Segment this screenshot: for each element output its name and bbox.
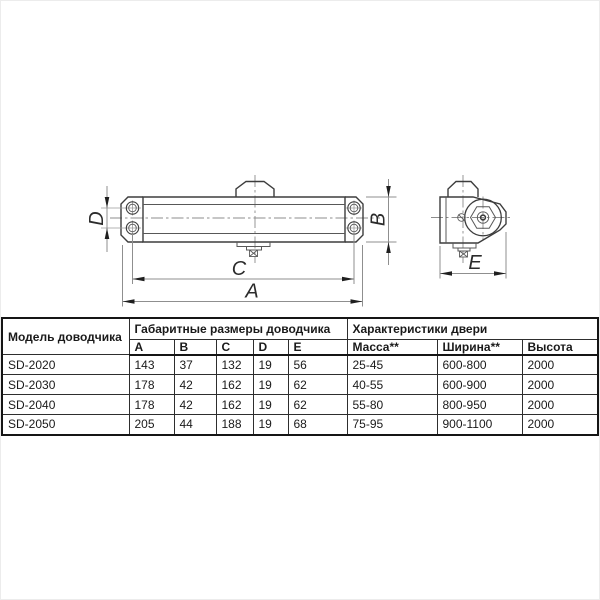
cell-c: 188	[216, 415, 253, 435]
cell-e: 68	[288, 415, 347, 435]
cell-height: 2000	[522, 355, 598, 375]
cell-height: 2000	[522, 415, 598, 435]
table-row	[2, 395, 598, 415]
body-outline	[143, 197, 345, 242]
cell-model: SD-2050	[2, 415, 129, 435]
dim-label-c: C	[231, 258, 247, 280]
dim-label-b: B	[367, 212, 390, 227]
cell-mass: 75-95	[347, 415, 437, 435]
cell-d: 19	[253, 355, 288, 375]
dim-label-a: A	[245, 280, 259, 303]
col-header-b: B	[174, 339, 216, 355]
col-header-e: E	[288, 339, 347, 355]
table-row	[2, 415, 598, 435]
cell-d: 19	[253, 395, 288, 415]
cell-d: 19	[253, 375, 288, 395]
col-header-d: D	[253, 339, 288, 355]
col-header-width: Ширина**	[437, 339, 522, 355]
cell-model: SD-2030	[2, 375, 129, 395]
dimensions-front	[86, 179, 397, 307]
door-group-header: Характеристики двери	[347, 318, 598, 339]
cell-b: 42	[174, 395, 216, 415]
dimensions-group-header: Габаритные размеры доводчика	[129, 318, 347, 339]
table-group-header-row	[2, 318, 598, 339]
cell-width: 900-1100	[437, 415, 522, 435]
col-header-height: Высота	[522, 339, 598, 355]
table-row	[2, 375, 598, 395]
dim-label-e: E	[468, 252, 482, 274]
cell-height: 2000	[522, 395, 598, 415]
cell-e: 56	[288, 355, 347, 375]
col-header-a: A	[129, 339, 174, 355]
col-header-mass: Масса**	[347, 339, 437, 355]
cell-b: 37	[174, 355, 216, 375]
cell-height: 2000	[522, 375, 598, 395]
model-column-header: Модель доводчика	[2, 318, 129, 355]
cell-d: 19	[253, 415, 288, 435]
pinion-fitting	[237, 242, 270, 257]
dimensions-end	[440, 232, 506, 279]
cell-c: 162	[216, 375, 253, 395]
cell-a: 143	[129, 355, 174, 375]
col-header-c: C	[216, 339, 253, 355]
cell-width: 600-800	[437, 355, 522, 375]
cell-b: 44	[174, 415, 216, 435]
cell-width: 800-950	[437, 395, 522, 415]
front-view	[101, 175, 380, 263]
table-row	[2, 355, 598, 375]
cell-e: 62	[288, 395, 347, 415]
cell-c: 132	[216, 355, 253, 375]
cell-model: SD-2020	[2, 355, 129, 375]
cell-mass: 55-80	[347, 395, 437, 415]
cell-e: 62	[288, 375, 347, 395]
cell-mass: 40-55	[347, 375, 437, 395]
cell-a: 205	[129, 415, 174, 435]
cell-a: 178	[129, 395, 174, 415]
cell-width: 600-900	[437, 375, 522, 395]
spec-table	[1, 317, 599, 436]
cell-a: 178	[129, 375, 174, 395]
cell-model: SD-2040	[2, 395, 129, 415]
cell-b: 42	[174, 375, 216, 395]
cell-mass: 25-45	[347, 355, 437, 375]
end-view	[431, 175, 511, 279]
dim-label-d: D	[86, 211, 108, 226]
cell-c: 162	[216, 395, 253, 415]
